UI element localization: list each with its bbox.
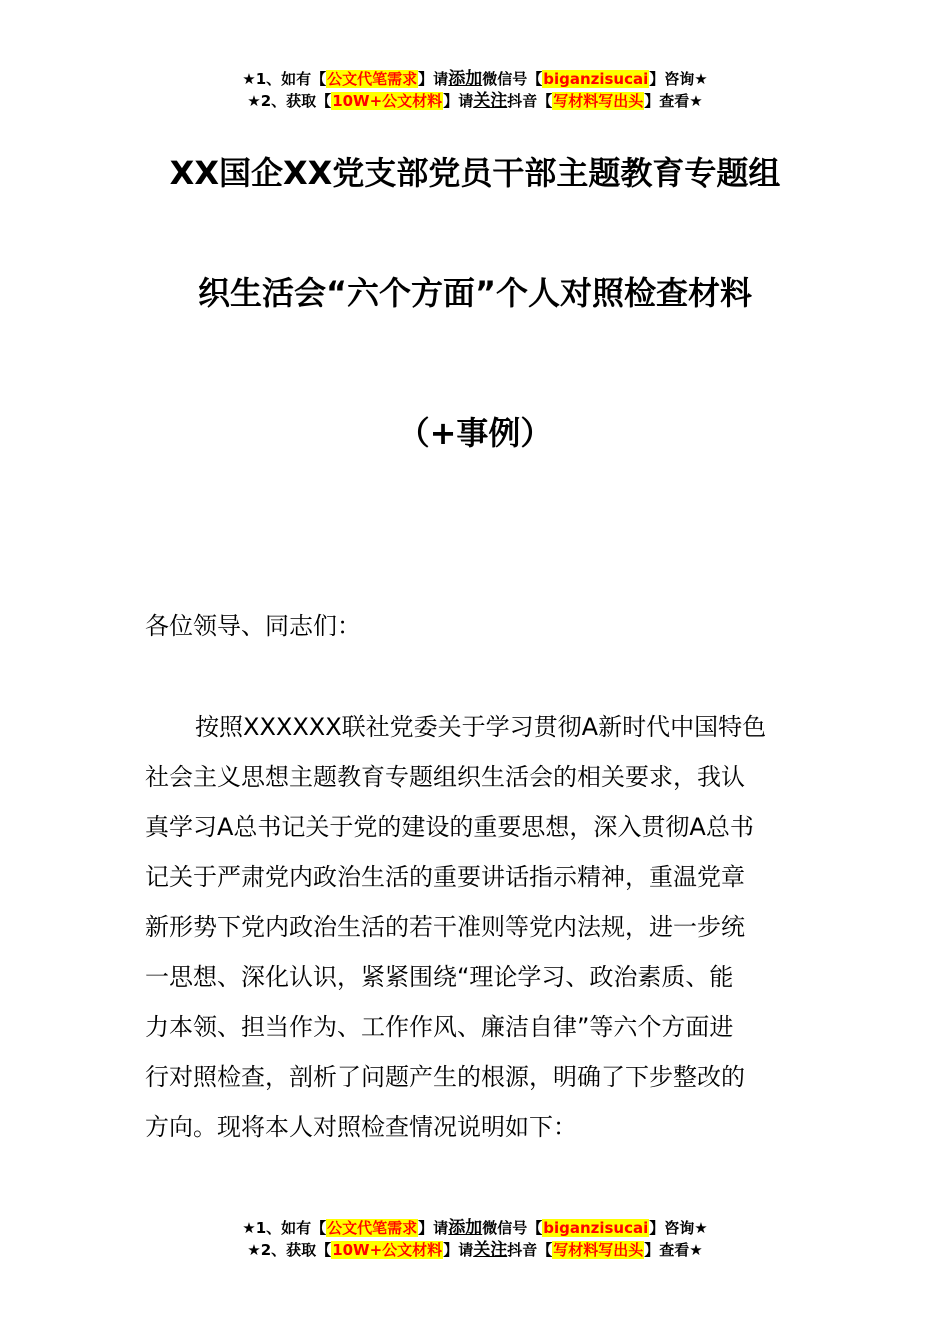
body-paragraph [145,702,810,1152]
highlight-wechat-id: biganzisucai [543,1219,649,1237]
banner-text: ★1、如有【 [242,70,327,88]
banner-text: 】咨询★ [649,1219,708,1237]
banner-line-1 [0,68,950,90]
paragraph-line: 新形势下党内政治生活的若干准则等党内法规，进一步统 [145,913,745,941]
banner-text: 】请 [443,92,474,110]
paragraph-line: 力本领、担当作为、工作作风、廉洁自律”等六个方面进 [145,1013,734,1041]
banner-text: ★2、获取【 [247,92,332,110]
banner-text: 】查看★ [644,92,703,110]
highlight-materials: 10W+公文材料 [332,92,443,110]
paragraph-line: 社会主义思想主题教育专题组织生活会的相关要求，我认 [145,763,745,791]
paragraph-line: 方向。现将本人对照检查情况说明如下： [145,1113,577,1141]
paragraph-line: 记关于严肃党内政治生活的重要讲话指示精神，重温党章 [145,863,745,891]
highlight-service: 公文代笔需求 [327,70,418,88]
underlined-text: 添加 [448,69,483,89]
paragraph-line: 真学习A总书记关于党的建设的重要思想，深入贯彻A总书 [145,813,754,841]
document-title-line-1: XX国企XX党支部党员干部主题教育专题组 [169,154,781,192]
salutation: 各位领导、同志们： [145,612,361,640]
underlined-text: 关注 [473,1240,508,1260]
banner-text: 微信号【 [482,70,543,88]
highlight-materials: 10W+公文材料 [332,1241,443,1259]
paragraph-line: 按照XXXXXX联社党委关于学习贯彻A新时代中国特色 [195,713,767,741]
banner-text: ★1、如有【 [242,1219,327,1237]
banner-text: 抖音【 [507,92,553,110]
footer-banner [0,1217,950,1261]
banner-text: 】请 [418,70,449,88]
banner-text: 】请 [443,1241,474,1259]
highlight-service: 公文代笔需求 [327,1219,418,1237]
banner-text: 】请 [418,1219,449,1237]
highlight-douyin: 写材料写出头 [553,92,644,110]
banner-text: 微信号【 [482,1219,543,1237]
banner-line-2 [0,90,950,112]
paragraph-line: 一思想、深化认识，紧紧围绕“理论学习、政治素质、能 [145,963,734,991]
banner-text: 】咨询★ [649,70,708,88]
highlight-wechat-id: biganzisucai [543,70,649,88]
banner-line-1 [0,1217,950,1239]
document-title-line-3: （+事例） [397,414,553,452]
banner-line-2 [0,1239,950,1261]
banner-text: 】查看★ [644,1241,703,1259]
paragraph-line: 行对照检查，剖析了问题产生的根源，明确了下步整改的 [145,1063,745,1091]
banner-text: ★2、获取【 [247,1241,332,1259]
underlined-text: 添加 [448,1218,483,1238]
highlight-douyin: 写材料写出头 [553,1241,644,1259]
banner-text: 抖音【 [507,1241,553,1259]
document-title-line-2: 织生活会“六个方面”个人对照检查材料 [197,274,753,312]
underlined-text: 关注 [473,91,508,111]
header-banner [0,68,950,112]
